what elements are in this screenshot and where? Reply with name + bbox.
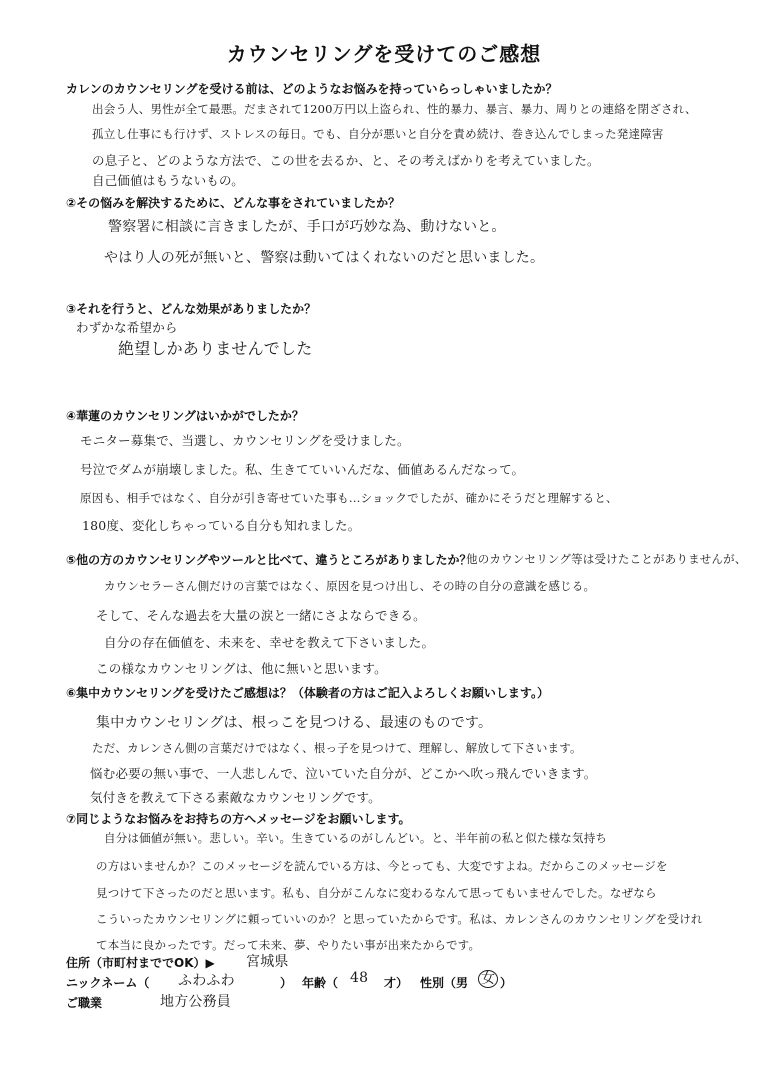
answer-4-line-4: 180度、変化しちゃっている自分も知れました。 [82,518,361,533]
answer-4-line-1: モニター募集で、当選し、カウンセリングを受けました。 [80,433,410,448]
gender-close: ） [500,976,513,990]
nickname-close: ） [280,976,293,990]
question-5-note: 他のカウンセリング等は受けたことがありませんが、 [466,552,747,566]
page-title: カウンセリングを受けてのご感想 [226,42,542,66]
age-label: 年齢（ [302,976,339,990]
answer-6-line-3: 悩む必要の無い事で、一人悲しんで、泣いていた自分が、どこかへ吹っ飛んでいきます。 [90,766,597,781]
gender-label: 性別（男 [420,976,469,990]
answer-7-line-5: て本当に良かったです。だって未来、夢、やりたい事が出来たからです。 [96,938,481,952]
question-5: ⑤他の方のカウンセリングやツールと比べて、違うところがありましたか？ [66,553,472,567]
answer-1-line-4: 自己価値はもうないもの。 [92,173,244,188]
answer-6-line-4: 気付きを教えて下さる素敵なカウンセリングです。 [90,790,381,805]
address-value: 宮城県 [246,954,289,970]
occupation-label: ご職業 [66,996,103,1010]
answer-5-line-3: 自分の存在価値を、未来を、幸せを教えて下さいました。 [104,635,435,650]
answer-3-line-2: 絶望しかありませんでした [118,339,313,358]
age-unit: 才） [384,976,409,990]
nickname-label: ニックネーム（ [66,976,150,990]
answer-5-line-1: カウンセラーさん側だけの言葉ではなく、原因を見つけ出し、その時の自分の意識を感じる。 [104,579,596,593]
gender-value: 女 [478,970,498,988]
answer-4-line-3: 原因も、相手ではなく、自分が引き寄せていた事も…ショックでしたが、確かにそうだと理解すると、 [80,491,618,505]
answer-2-line-2: やはり人の死が無いと、警察は動いてはくれないのだと思いました。 [104,250,545,266]
answer-6-line-1: 集中カウンセリングは、根っこを見つける、最速のものです。 [96,715,493,731]
question-1: カレンのカウンセリングを受ける前は、どのようなお悩みを持っていらっしゃいましたか？ [66,82,558,96]
question-7: ⑦同じようなお悩みをお持ちの方へメッセージをお願いします。 [66,812,411,826]
answer-7-line-4: こういったカウンセリングに頼っていいのか？と思っていたからです。私は、カレンさんのカウンセリングを受けれ [96,912,703,926]
answer-6-line-2: ただ、カレンさん側の言葉だけではなく、根っ子を見つけて、理解し、解放して下さいます。 [92,741,582,755]
question-4: ④華蓮のカウンセリングはいかがでしたか？ [66,409,304,423]
answer-7-line-1: 自分は価値が無い。悲しい。辛い。生きているのがしんどい。と、半年前の私と似た様な気持ち [104,831,608,845]
answer-1-line-3: の息子と、どのような方法で、この世を去るか、と、その考えばかりを考えていました。 [92,153,600,168]
answer-3-line-1: わずかな希望から [76,320,178,335]
answer-7-line-3: 見つけて下さったのだと思います。私も、自分がこんなに変わるなんて思ってもいませんでした。なぜなら [96,886,657,900]
occupation-value: 地方公務員 [160,994,231,1010]
answer-5-line-2: そして、そんな過去を大量の涙と一緒にさよならできる。 [96,608,426,623]
answer-1-line-2: 孤立し仕事にも行けず、ストレスの毎日。でも、自分が悪いと自分を責め続け、巻き込んでしまった発達障害 [92,127,664,141]
question-2: ②その悩みを解決するために、どんな事をされていましたか？ [66,196,401,210]
question-3: ③それを行うと、どんな効果がありましたか？ [66,302,317,316]
nickname-value: ふわふわ [178,973,235,989]
answer-5-line-4: この様なカウンセリングは、他に無いと思います。 [96,661,387,676]
question-6: ⑥集中カウンセリングを受けたご感想は？（体験者の方はご記入よろしくお願いします。） [66,686,549,700]
age-value: 48 [350,970,369,986]
answer-7-line-2: の方はいませんか？このメッセージを読んでいる方は、今とっても、大変ですよね。だからこのメッセージを [96,859,668,873]
answer-2-line-1: 警察署に相談に言きましたが、手口が巧妙な為、動けないと。 [108,219,506,235]
address-label: 住所（市町村まででOK）▶ [66,956,215,970]
answer-4-line-2: 号泣でダムが崩壊しました。私、生きてていいんだな、価値あるんだなって。 [80,462,525,477]
answer-1-line-1: 出会う人、男性が全て最悪。だまされて1200万円以上盗られ、性的暴力、暴言、暴力、周りとの連絡を閉ざされ、 [92,102,697,116]
